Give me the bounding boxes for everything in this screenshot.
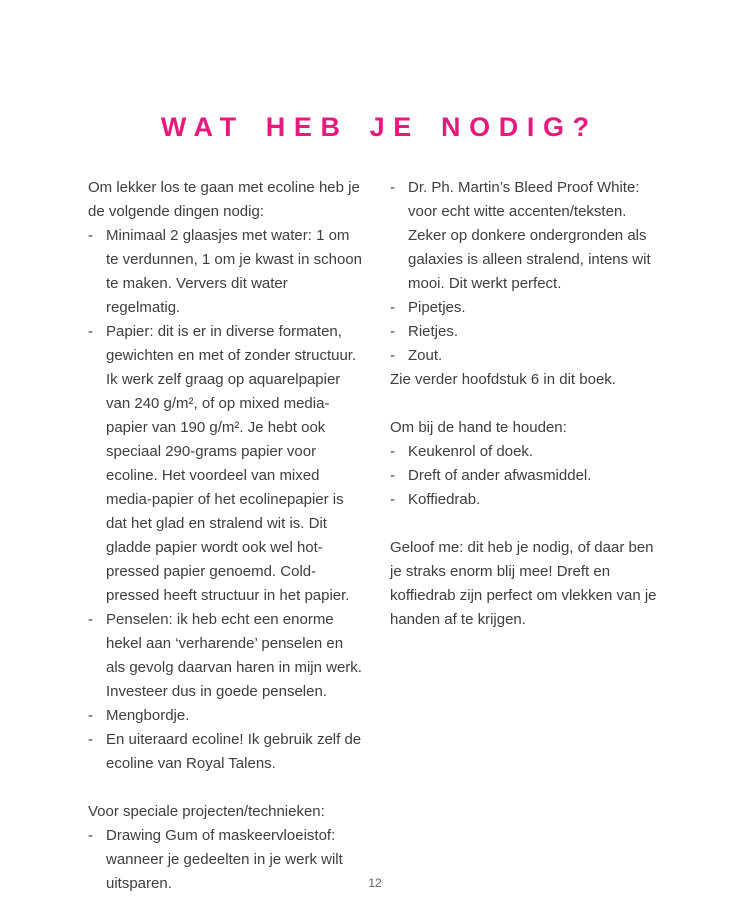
bullet-marker: -: [88, 611, 93, 628]
list-item-text: Penselen: ik heb echt een enorme hekel aan ‘verharende’ penselen en als gevolg daarvan haren in mijn werk. Investeer dus in goede penselen.: [106, 611, 362, 700]
list-item: [390, 296, 666, 320]
list-item-text: Papier: dit is er in diverse formaten, gewichten en met of zonder structuur. Ik werk zelf graag op aquarelpapier van 240 g/m², of op mixed media-papier van 190 g/m². Je hebt ook speciaal 290-grams papier voor ecoline. Het voordeel van mixed media-papier of het ecolinepapier is dat het glad en stralend wit is. Dit gladde papier wordt ook wel hot-pressed papier genoemd. Cold-pressed heeft structuur in het papier.: [106, 323, 357, 604]
bullet-marker: -: [88, 731, 93, 748]
bullet-marker: -: [88, 323, 93, 340]
bullet-marker: -: [88, 707, 93, 724]
list-item-text: Dreft of ander afwasmiddel.: [408, 467, 592, 484]
section-heading-on-hand: Om bij de hand te houden:: [390, 419, 567, 436]
bullet-marker: -: [390, 347, 395, 364]
list-item-text: Mengbordje.: [106, 707, 190, 724]
list-item-text: Minimaal 2 glaasjes met water: 1 om te verdunnen, 1 om je kwast in schoon te maken. Ververs dit water regelmatig.: [106, 227, 362, 316]
page-number: 12: [368, 876, 382, 890]
list-item: [390, 344, 666, 368]
bullet-marker: -: [390, 299, 395, 316]
list-item: [390, 320, 666, 344]
bullet-marker: -: [390, 491, 395, 508]
list-item-text: Koffiedrab.: [408, 491, 481, 508]
list-item: [88, 608, 364, 704]
bullet-marker: -: [390, 179, 395, 196]
list-item-text: Rietjes.: [408, 323, 459, 340]
bullet-marker: -: [88, 227, 93, 244]
bullet-marker: -: [390, 323, 395, 340]
list-item: [88, 320, 364, 608]
page-title: WAT HEB JE NODIG?: [160, 112, 598, 142]
list-item: [88, 704, 364, 728]
bullet-marker: -: [390, 467, 395, 484]
bullet-marker: -: [390, 443, 395, 460]
list-item: [88, 224, 364, 320]
reference-note: Zie verder hoofdstuk 6 in dit boek.: [390, 371, 616, 388]
content-columns: [88, 176, 666, 896]
list-item: [390, 488, 666, 512]
bullet-marker: -: [88, 827, 93, 844]
list-item-text: Pipetjes.: [408, 299, 466, 316]
section-heading-special-projects: Voor speciale projecten/technieken:: [88, 803, 325, 820]
list-item: [390, 440, 666, 464]
closing-paragraph: Geloof me: dit heb je nodig, of daar ben je straks enorm blij mee! Dreft en koffiedrab zijn perfect om vlekken van je handen af te krijgen.: [390, 539, 657, 628]
list-item: [390, 464, 666, 488]
list-item: [88, 728, 364, 776]
list-item-text: Keukenrol of doek.: [408, 443, 534, 460]
list-item-text: En uiteraard ecoline! Ik gebruik zelf de ecoline van Royal Talens.: [106, 731, 362, 772]
intro-paragraph: Om lekker los te gaan met ecoline heb je de volgende dingen nodig:: [88, 179, 360, 220]
list-item-text: Drawing Gum of maskeervloeistof: wanneer je gedeelten in je werk wilt uitsparen.: [106, 827, 343, 892]
list-item: [390, 176, 666, 296]
list-item-text: Zout.: [408, 347, 443, 364]
list-item-text: Dr. Ph. Martin’s Bleed Proof White: voor echt witte accenten/teksten. Zeker op donkere ondergronden als galaxies is alleen stralend, intens wit mooi. Dit werkt perfect.: [408, 179, 651, 292]
right-column: [390, 176, 666, 896]
left-column: [88, 176, 364, 896]
